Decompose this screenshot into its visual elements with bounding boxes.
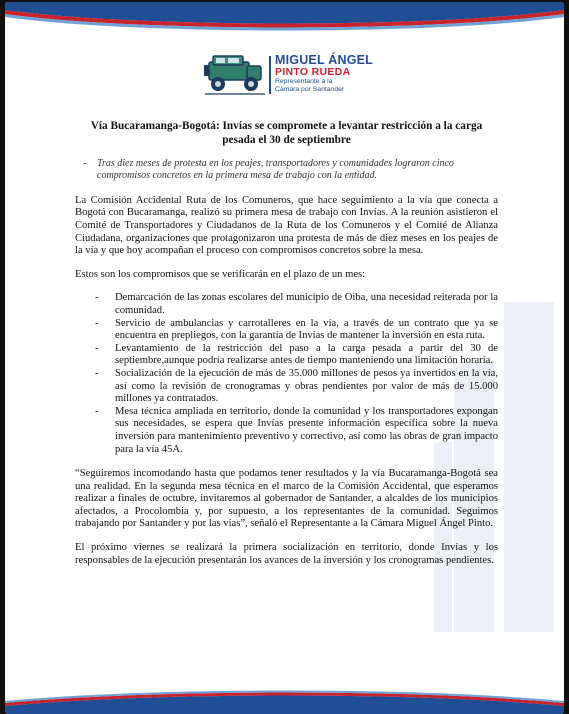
paragraph-intro: La Comisión Accidental Ruta de los Comuneros, que hace seguimiento a la vía que conecta a Bogotá con Bucaramanga, realizó su primera mesa de trabajo con Invías. A la reunión asistieron el Comité de Transportadores y Ciudadanos de la Ruta de los Comuneros y el Comité de Alianza Ciudadana, organizaciones que protagonizaron una protesta de más de diez meses en los peajes de la vía y que hoy acompañan el proceso con compromisos concretos sobre la mesa. [75,194,498,257]
jeep-icon [203,52,267,98]
article-body [75,119,498,578]
logo-role-line1: Representante a la [275,78,333,85]
list-item [75,343,498,368]
bullet-dash: - [95,292,99,304]
bottom-decorative-band [5,684,564,714]
list-item-text: Socialización de la ejecución de más de 35.000 millones de pesos ya invertidos en la vía, así como la revisión de cronogramas y obras pendientes por valor de más de 15.000 millones ya contratados. [115,367,498,405]
list-item [75,406,498,456]
list-item-text: Servicio de ambulancias y carrotalleres en la vía, a través de un contrato que ya se encuentra en prepliegos, con la garantía de Invías de mantener la inversión en esta ruta. [115,317,498,342]
logo-role [275,78,375,93]
list-item-text: Levantamiento de la restricción del paso a la carga pesada a partir del 30 de septiembre,aunque podría realizarse antes de tiempo manteniendo una limitación horaria. [115,342,498,367]
top-decorative-band [5,2,564,42]
subtitle-dash: - [83,158,87,169]
bullet-dash: - [95,367,99,379]
paragraph-closing: El próximo viernes se realizará la primera socialización en territorio, donde Invías y los responsables de la ejecución presentarán los avances de la inversión y los cronogramas pendientes. [75,542,498,566]
list-item-text: Demarcación de las zonas escolares del municipio de Oiba, una necesidad reiterada por la comunidad. [115,292,498,316]
article-title: Vía Bucaramanga-Bogotá: Invías se compromete a levantar restricción a la carga pesada el 30 de septiembre [90,120,483,146]
list-item [75,292,498,317]
commitments-list [75,292,498,456]
brand-logo [203,50,373,100]
logo-name-line1: MIGUEL ÁNGEL [275,53,374,67]
logo-name-line2: PINTO RUEDA [275,66,351,78]
list-item [75,318,498,343]
bullet-dash: - [95,405,99,417]
bullet-dash: - [95,317,99,329]
document-page [5,2,564,714]
logo-role-line2: Cámara por Santander [275,85,345,93]
article-subtitle [75,158,498,183]
logo-divider [269,56,271,94]
subtitle-text: Tras diez meses de protesta en los peajes, transportadores y comunidades lograron cinco compromisos concretos en la primera mesa de trabajo con la entidad. [97,158,454,182]
paragraph-quote: “Seguiremos incomodando hasta que podamos tener resultados y la vía Bucaramanga-Bogotá sea una realidad. En la segunda mesa técnica en el marco de la Comisión Accidental, que esperamos realizar a finales de octubre, invitaremos al gobernador de Santander, a alcaldes de los municipios afectados, a Procolombia y, por supuesto, a los representantes de la comunidad. Seguimos trabajando por Santander y por las vías”, señaló el Representante a la Cámara Miguel Ángel Pinto. [75,468,498,530]
paragraph-commitments-lead: Estos son los compromisos que se verificarán en el plazo de un mes: [75,268,366,280]
list-item-text: Mesa técnica ampliada en territorio, donde la comunidad y los transportadores expongan sus necesidades, se espera que Invías presente información específica sobre la nueva inversión para mantenimiento preventivo y correctivo, así como las obras de gran impacto para la vía 45A. [115,405,498,455]
bullet-dash: - [95,342,99,354]
list-item [75,368,498,406]
